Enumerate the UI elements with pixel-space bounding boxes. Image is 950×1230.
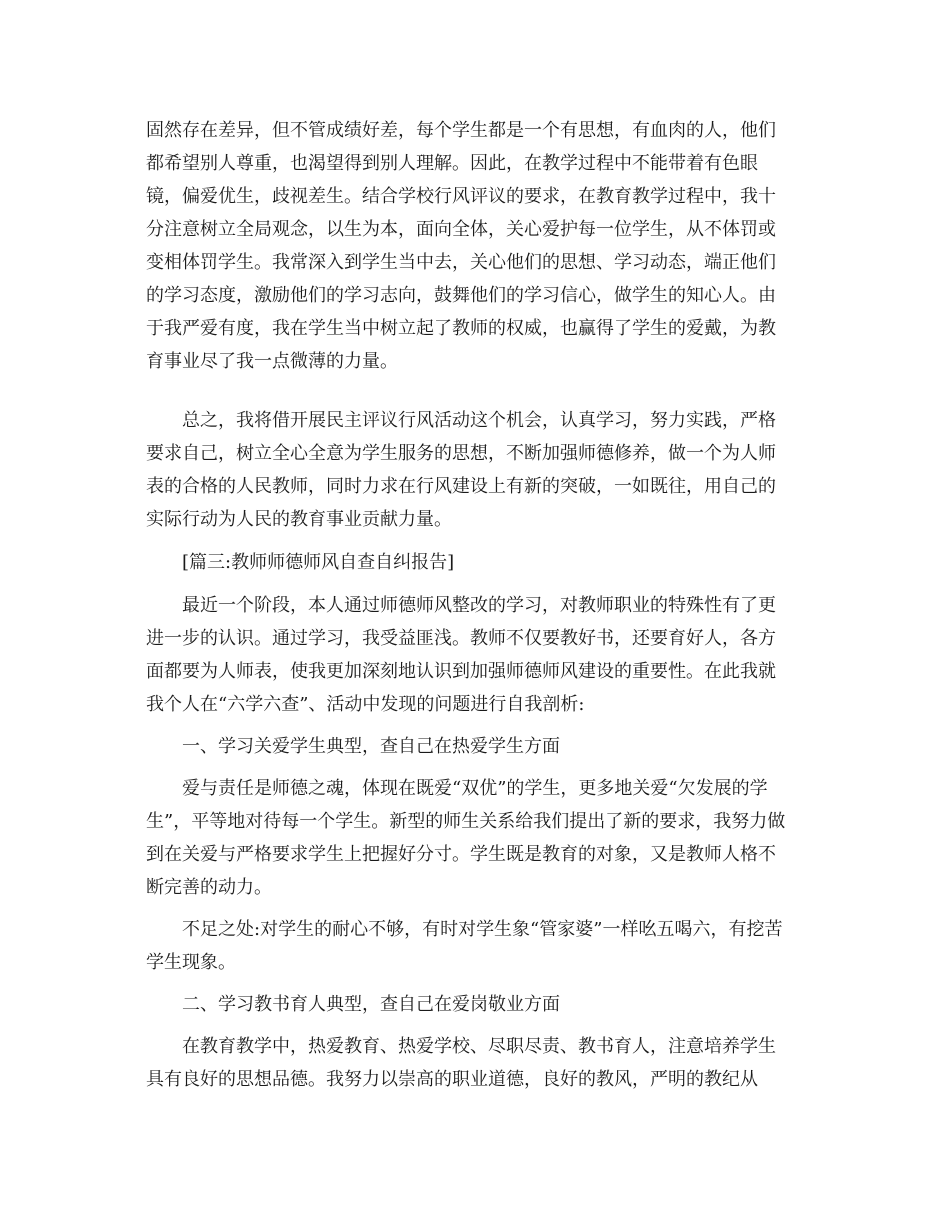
text-line: 最近一个阶段，本人通过师德师风整改的学习，对教师职业的特殊性有了更 <box>146 595 776 616</box>
text-line: 具有良好的思想品德。我努力以崇高的职业道德，良好的教风，严明的教纪从 <box>146 1069 758 1090</box>
text-line: 生”，平等地对待每一个学生。新型的师生关系给我们提出了新的要求，我努力做 <box>146 811 786 832</box>
text-line: 育事业尽了我一点微薄的力量。 <box>146 351 398 372</box>
text-line: 二、学习教书育人典型，查自己在爱岗敬业方面 <box>146 994 560 1015</box>
text-line: 面都要为人师表，使我更加深刻地认识到加强师德师风建设的重要性。在此我就 <box>146 661 776 682</box>
text-line: 都希望别人尊重，也渴望得到别人理解。因此，在教学过程中不能带着有色眼 <box>146 153 758 174</box>
text-line: 不足之处:对学生的耐心不够，有时对学生象“管家婆”一样吆五喝六，有挖苦 <box>146 919 783 940</box>
text-line: 到在关爱与严格要求学生上把握好分寸。学生既是教育的对象，又是教师人格不 <box>146 844 776 865</box>
text-line: 要求自己，树立全心全意为学生服务的思想，不断加强师德修养，做一个为人师 <box>146 443 776 464</box>
text-line: 变相体罚学生。我常深入到学生当中去，关心他们的思想、学习动态，端正他们 <box>146 252 776 273</box>
text-line: 断完善的动力。 <box>146 877 272 898</box>
text-line: 学生现象。 <box>146 952 236 973</box>
text-line: 我个人在“六学六查”、活动中发现的问题进行自我剖析: <box>146 694 585 715</box>
text-line: 在教育教学中，热爱教育、热爱学校、尽职尽责、教书育人，注意培养学生 <box>146 1036 776 1057</box>
text-line: 爱与责任是师德之魂，体现在既爱“双优”的学生，更多地关爱“欠发展的学 <box>146 778 768 799</box>
text-line: 一、学习关爱学生典型，查自己在热爱学生方面 <box>146 736 560 757</box>
text-line: 固然存在差异，但不管成绩好差，每个学生都是一个有思想，有血肉的人，他们 <box>146 120 776 141</box>
text-line: 镜，偏爱优生，歧视差生。结合学校行风评议的要求，在教育教学过程中，我十 <box>146 186 776 207</box>
text-line: 表的合格的人民教师，同时力求在行风建设上有新的突破，一如既往，用自己的 <box>146 476 776 497</box>
text-line: 总之，我将借开展民主评议行风活动这个机会，认真学习，努力实践，严格 <box>146 410 776 431</box>
text-line: [篇三:教师师德师风自查自纠报告] <box>146 552 455 573</box>
text-line: 分注意树立全局观念，以生为本，面向全体，关心爱护每一位学生，从不体罚或 <box>146 219 776 240</box>
text-line: 进一步的认识。通过学习，我受益匪浅。教师不仅要教好书，还要育好人，各方 <box>146 628 776 649</box>
text-line: 实际行动为人民的教育事业贡献力量。 <box>146 509 452 530</box>
text-line: 的学习态度，激励他们的学习志向，鼓舞他们的学习信心，做学生的知心人。由 <box>146 285 776 306</box>
text-line: 于我严爱有度，我在学生当中树立起了教师的权威，也赢得了学生的爱戴，为教 <box>146 318 776 339</box>
